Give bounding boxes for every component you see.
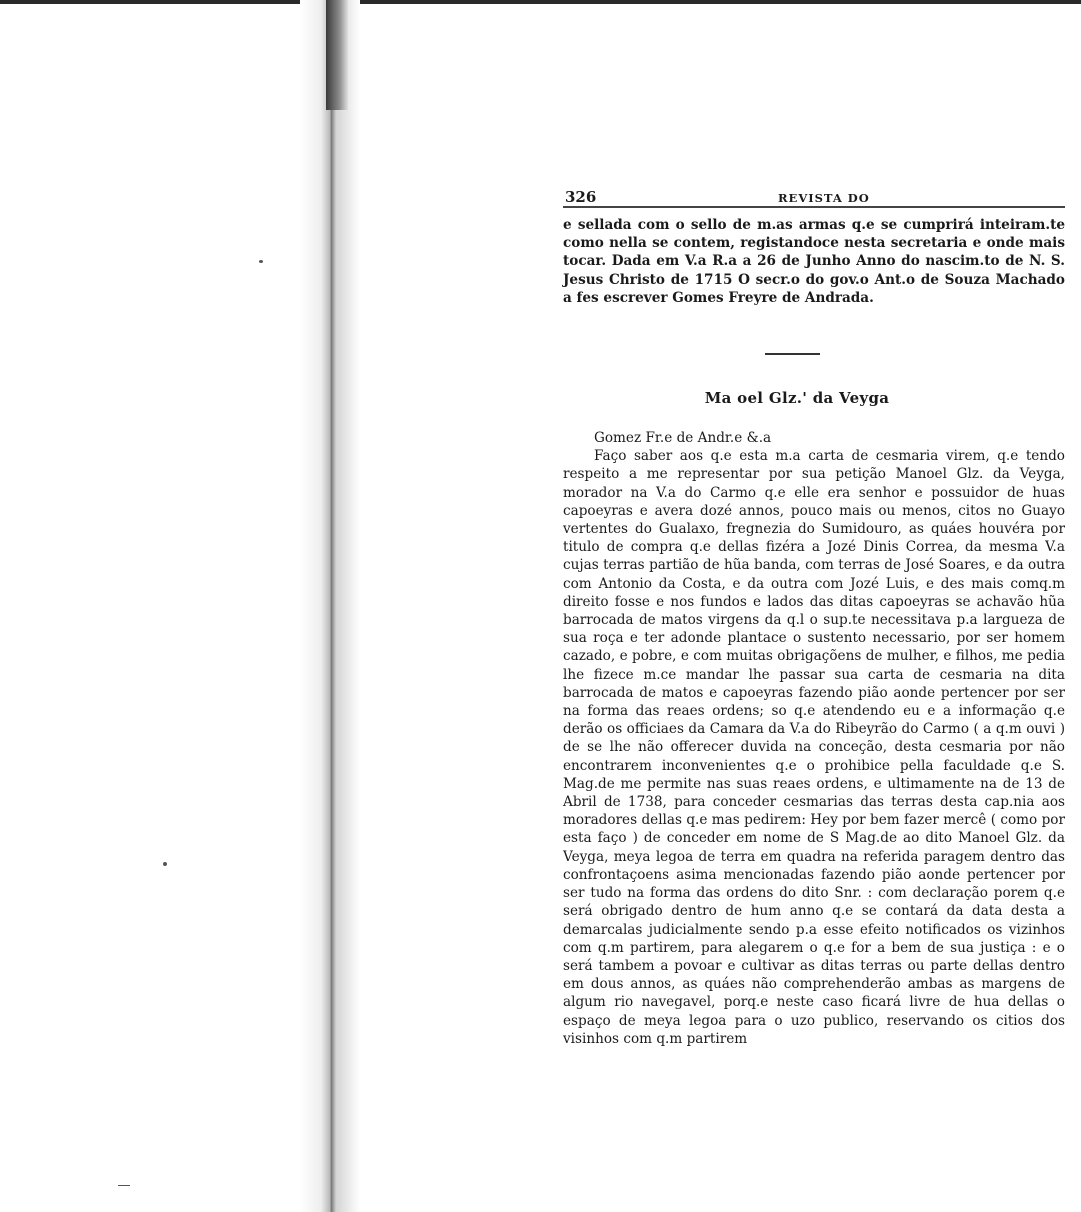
book-top-edge [0, 0, 1081, 4]
book-page [563, 180, 1065, 1048]
scan-speck [163, 862, 167, 866]
page-number: 326 [565, 188, 597, 206]
book-spine-shadow [326, 0, 348, 110]
book-spine-gutter [300, 0, 360, 1212]
journal-title: REVISTA DO [778, 191, 870, 205]
document-heading: Ma oel Glz.' da Veyga [704, 389, 890, 408]
scan-speck [259, 260, 263, 263]
running-head [563, 180, 1065, 208]
section-separator [765, 353, 820, 355]
scan-speck [118, 1185, 130, 1186]
document-body: Faço saber aos q.e esta m.a carta de cesmaria virem, q.e tendo respeito a me representar por sua petição Manoel Glz. da Veyga, morador na V.a do Carmo q.e elle era senhor e possuidor de huas capoeyras e avera dozé annos, pouco mais ou menos, citos no Guayo vertentes do Gualaxo, fregnezia do Sumidouro, as quáes houvéra por titulo de compra q.e dellas fizéra a Jozé Dinis Correa, da mesma V.a cujas terras partião de hũa banda, com terras de José Soares, e da outra com Antonio da Costa, e da outra com Jozé Luis, e des mais comq.m direito fosse e nos fundos e lados das ditas capoeyras se achavão hũa barrocada de matos virgens da q.l o sup.te necessitava p.a largueza de sua roça e ter adonde plantace o sustento necessario, por ser homem cazado, e pobre, e com muitas obrigaçõens de mulher, e filhos, me pedia lhe fizece m.ce mandar lhe passar sua carta de cesmaria na dita barrocada de matos e capoeyras fazendo pião aonde pertencer por ser na forma das reaes ordens; so q.e atendendo eu e a informação q.e derão os officiaes da Camara da V.a do Ribeyrão do Carmo ( a q.m ouvi ) de se lhe não offerecer duvida na conceção, desta cesmaria por não encontrarem inconvenientes q.e o prohibice pella faculdade q.e S. Mag.de me permite nas suas reaes ordens, e ultimamente na de 13 de Abril de 1738, para conceder cesmarias das terras desta cap.nia aos moradores dellas q.e mas pedirem: Hey por bem fazer mercê ( como por esta faço ) de conceder em nome de S Mag.de ao dito Manoel Glz. da Veyga, meya legoa de terra em quadra na referida paragem dentro das confrontaçoens asima mencionadas fazendo pião aonde pertencer por ser tudo na forma das ordens do dito Snr. : com declaração porem q.e será obrigado dentro de hum anno q.e se contará da data desta a demarcalas judicialmente sendo p.a esse efeito notificados os vizinhos com q.m partirem, para alegarem o q.e for a bem de sua justiça : e o será tambem a povoar e cultivar as ditas terras ou parte dellas dentro em dous annos, as quáes não comprehenderão ambas as margens de algum rio navegavel, porq.e neste caso ficará livre de hua dellas o espaço de meya legoa para o uzo publico, reservando os citios dos visinhos com q.m partirem [563, 448, 1065, 1047]
intro-paragraph: e sellada com o sello de m.as armas q.e se cumprirá inteiram.te como nella se contem, registandoce nesta secretaria e onde mais tocar. Dada em V.a R.a a 26 de Junho Anno do nascim.to de N. S. Jesus Christo de 1715 O secr.o do gov.o Ant.o de Souza Machado a fes escrever Gomes Freyre de Andrada. [563, 217, 1065, 306]
document-salutation: Gomez Fr.e de Andr.e &.a [594, 430, 772, 447]
